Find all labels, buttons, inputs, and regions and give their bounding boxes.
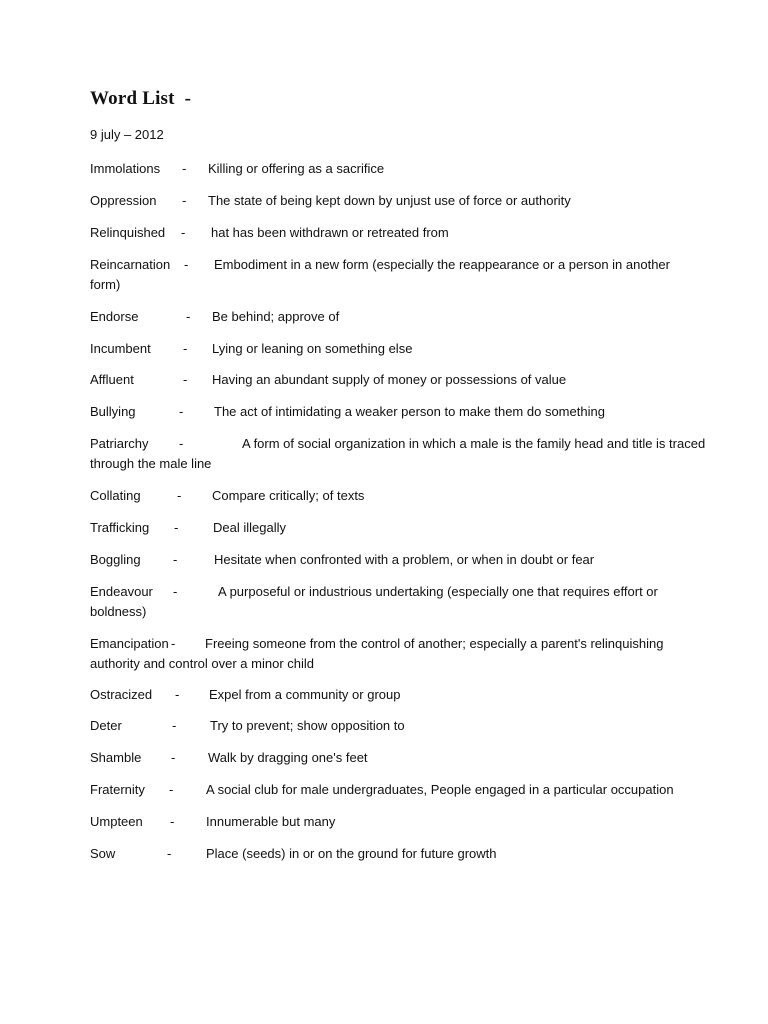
entry-definition: Place (seeds) in or on the ground for future growth (206, 846, 497, 861)
entry-term: Reincarnation (90, 257, 171, 272)
entry-definition: Deal illegally (213, 520, 286, 535)
entry-separator: - (174, 520, 179, 535)
page-title: Word List - (90, 88, 192, 109)
list-item (90, 255, 690, 295)
entry-separator: - (171, 636, 176, 651)
entry-term: Deter (90, 718, 122, 733)
list-item (90, 518, 690, 538)
entry-definition: hat has been withdrawn or retreated from (211, 225, 449, 240)
entry-definition: Lying or leaning on something else (212, 341, 413, 356)
list-item (90, 685, 690, 705)
entry-definition-continuation: boldness) (90, 604, 147, 619)
list-item (90, 634, 690, 674)
entry-first-line (90, 812, 690, 832)
entry-separator: - (179, 436, 184, 451)
list-item (90, 223, 690, 243)
entry-definition: Expel from a community or group (209, 687, 401, 702)
entry-separator: - (173, 584, 178, 599)
entry-first-line (90, 780, 690, 800)
entry-term: Ostracized (90, 687, 153, 702)
entry-definition: Try to prevent; show opposition to (210, 718, 405, 733)
entry-term: Bullying (90, 404, 136, 419)
entry-definition-continuation: through the male line (90, 456, 212, 471)
entry-first-line (90, 307, 690, 327)
entry-definition: The state of being kept down by unjust use of force or authority (208, 193, 571, 208)
entry-first-line (90, 402, 690, 422)
entry-first-line (90, 434, 706, 454)
list-item (90, 370, 690, 390)
entry-first-line (90, 685, 690, 705)
entry-separator: - (181, 225, 186, 240)
entry-definition-continuation: authority and control over a minor child (90, 656, 315, 671)
entry-term: Relinquished (90, 225, 166, 240)
entry-separator: - (171, 750, 176, 765)
list-item (90, 748, 690, 768)
entry-first-line (90, 486, 690, 506)
entry-term: Emancipation (90, 636, 169, 651)
entry-definition: A purposeful or industrious undertaking (especially one that requires effort or (218, 584, 658, 599)
entry-separator: - (182, 161, 187, 176)
entry-first-line (90, 255, 690, 275)
entry-term: Collating (90, 488, 141, 503)
list-item (90, 844, 690, 864)
entry-definition: A form of social organization in which a male is the family head and title is traced (242, 436, 706, 451)
entry-term: Immolations (90, 161, 161, 176)
entry-term: Shamble (90, 750, 142, 765)
entry-first-line (90, 634, 690, 654)
entry-first-line (90, 716, 690, 736)
entry-definition: Killing or offering as a sacrifice (208, 161, 385, 176)
entry-first-line (90, 370, 690, 390)
entry-first-line (90, 748, 690, 768)
list-item (90, 307, 690, 327)
entry-separator: - (186, 309, 191, 324)
entry-definition: Freeing someone from the control of another; especially a parent's relinquishing (205, 636, 664, 651)
entry-separator: - (167, 846, 172, 861)
entry-term: Endeavour (90, 584, 153, 599)
entry-first-line (90, 518, 690, 538)
entry-definition: Compare critically; of texts (212, 488, 365, 503)
entry-term: Fraternity (90, 782, 145, 797)
list-item (90, 434, 706, 474)
entry-definition: A social club for male undergraduates, People engaged in a particular occupation (206, 782, 674, 797)
list-item (90, 716, 690, 736)
entry-separator: - (169, 782, 174, 797)
entry-definition: Walk by dragging one's feet (208, 750, 368, 765)
entry-first-line (90, 191, 690, 211)
list-item (90, 486, 690, 506)
list-item (90, 191, 690, 211)
entry-definition: The act of intimidating a weaker person to make them do something (214, 404, 605, 419)
entry-term: Incumbent (90, 341, 151, 356)
list-item (90, 339, 690, 359)
entry-term: Sow (90, 846, 116, 861)
entry-separator: - (183, 341, 188, 356)
entry-separator: - (177, 488, 182, 503)
list-item (90, 550, 690, 570)
entry-separator: - (183, 372, 188, 387)
entry-first-line (90, 550, 690, 570)
list-item (90, 582, 690, 622)
entry-definition-continuation: form) (90, 277, 121, 292)
entry-first-line (90, 582, 690, 602)
list-item (90, 780, 690, 800)
entry-term: Trafficking (90, 520, 150, 535)
entry-definition: Having an abundant supply of money or possessions of value (212, 372, 567, 387)
entry-term: Oppression (90, 193, 157, 208)
entry-definition: Embodiment in a new form (especially the reappearance or a person in another (214, 257, 670, 272)
entry-separator: - (172, 718, 177, 733)
list-item (90, 812, 690, 832)
entry-term: Patriarchy (90, 436, 149, 451)
entry-separator: - (179, 404, 184, 419)
entry-separator: - (175, 687, 180, 702)
entry-separator: - (170, 814, 175, 829)
entry-definition: Innumerable but many (206, 814, 336, 829)
entry-definition: Hesitate when confronted with a problem, or when in doubt or fear (214, 552, 595, 567)
list-item (90, 402, 690, 422)
entry-separator: - (182, 193, 187, 208)
entry-definition: Be behind; approve of (212, 309, 340, 324)
entry-term: Boggling (90, 552, 141, 567)
entry-term: Umpteen (90, 814, 143, 829)
entry-separator: - (184, 257, 189, 272)
document-date: 9 july – 2012 (90, 127, 164, 142)
entry-separator: - (173, 552, 178, 567)
entry-first-line (90, 159, 690, 179)
entry-first-line (90, 339, 690, 359)
entry-first-line (90, 844, 690, 864)
entry-term: Affluent (90, 372, 134, 387)
entry-term: Endorse (90, 309, 139, 324)
entry-first-line (90, 223, 690, 243)
list-item (90, 159, 690, 179)
